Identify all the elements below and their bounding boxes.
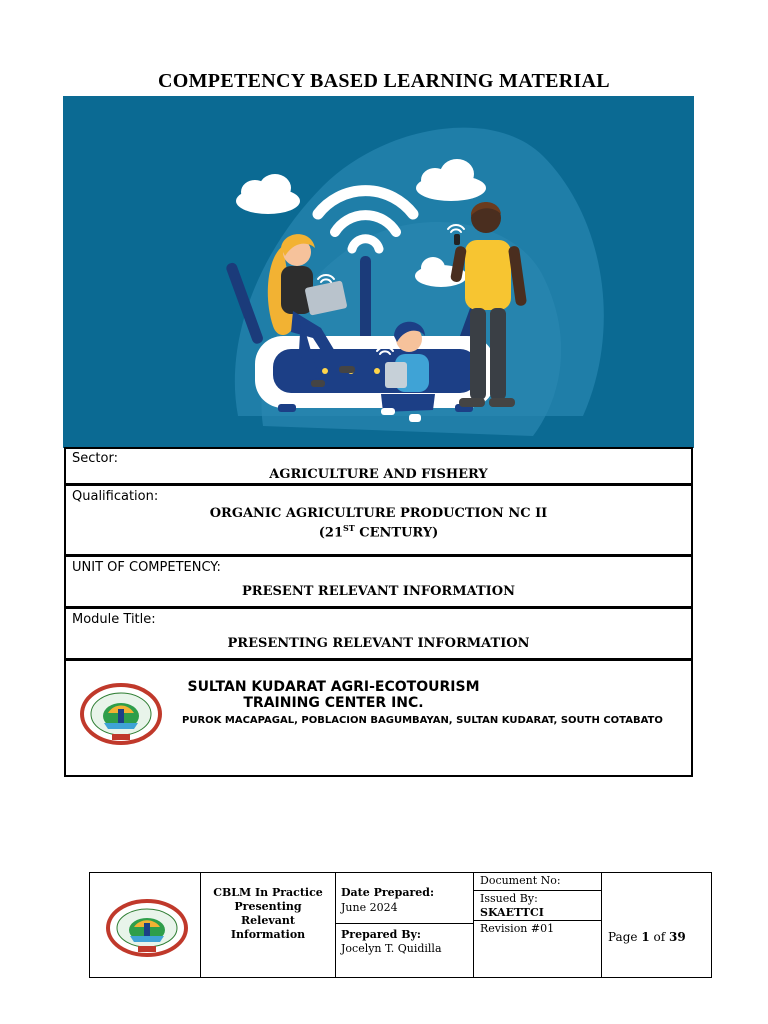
footer-dates-cell — [336, 873, 474, 977]
qualification-value: ORGANIC AGRICULTURE PRODUCTION NC II — [209, 506, 548, 521]
module-value: PRESENTING RELEVANT INFORMATION — [227, 636, 530, 651]
footer-logo-icon — [106, 899, 188, 957]
page-number: Page 1 of 39 — [608, 930, 686, 944]
module-title-box — [64, 607, 693, 660]
issued-by-value: SKAETTCI — [480, 906, 544, 919]
cover-illustration — [63, 96, 694, 448]
footer-page-cell — [602, 873, 712, 977]
unit-value: PRESENT RELEVANT INFORMATION — [242, 584, 515, 599]
center-address: PUROK MACAPAGAL, POBLACION BAGUMBAYAN, SULTAN KUDARAT, SOUTH COTABATO — [182, 715, 663, 726]
footer-doc-title-cell — [201, 873, 336, 977]
date-prepared-label: Date Prepared: — [341, 886, 435, 899]
wifi-router-people-illustration — [63, 96, 694, 448]
sector-box — [64, 447, 693, 485]
center-name-line1: SULTAN KUDARAT AGRI-ECOTOURISM — [187, 679, 480, 695]
document-no-label: Document No: — [480, 874, 561, 887]
revision: Revision #01 — [480, 922, 555, 935]
footer-doc-title-line: CBLM In Practice — [213, 886, 323, 899]
footer-table — [89, 872, 712, 978]
footer-doc-title-line: Presenting — [234, 900, 302, 913]
prepared-by-label: Prepared By: — [341, 928, 421, 941]
footer-doc-title-line: Relevant — [241, 914, 295, 927]
document-title: COMPETENCY BASED LEARNING MATERIAL — [158, 70, 610, 92]
qualification-century: (21ST CENTURY) — [318, 523, 439, 541]
issued-by-label: Issued By: — [480, 892, 538, 905]
training-center-box — [64, 659, 693, 777]
center-name-line2: TRAINING CENTER INC. — [243, 695, 424, 711]
sector-label: Sector: — [72, 451, 118, 466]
router-icon — [255, 336, 495, 412]
module-label: Module Title: — [72, 612, 156, 627]
sector-value: AGRICULTURE AND FISHERY — [269, 467, 488, 482]
footer-logo-cell — [90, 873, 201, 977]
prepared-by-value: Jocelyn T. Quidilla — [341, 942, 442, 955]
footer-doc-title-line: Information — [230, 928, 306, 941]
qualification-label: Qualification: — [72, 489, 159, 504]
footer-document-cell — [474, 873, 602, 977]
unit-label: UNIT OF COMPETENCY: — [72, 560, 221, 575]
qualification-box — [64, 484, 693, 556]
date-prepared-value: June 2024 — [341, 901, 398, 914]
unit-of-competency-box — [64, 555, 693, 608]
